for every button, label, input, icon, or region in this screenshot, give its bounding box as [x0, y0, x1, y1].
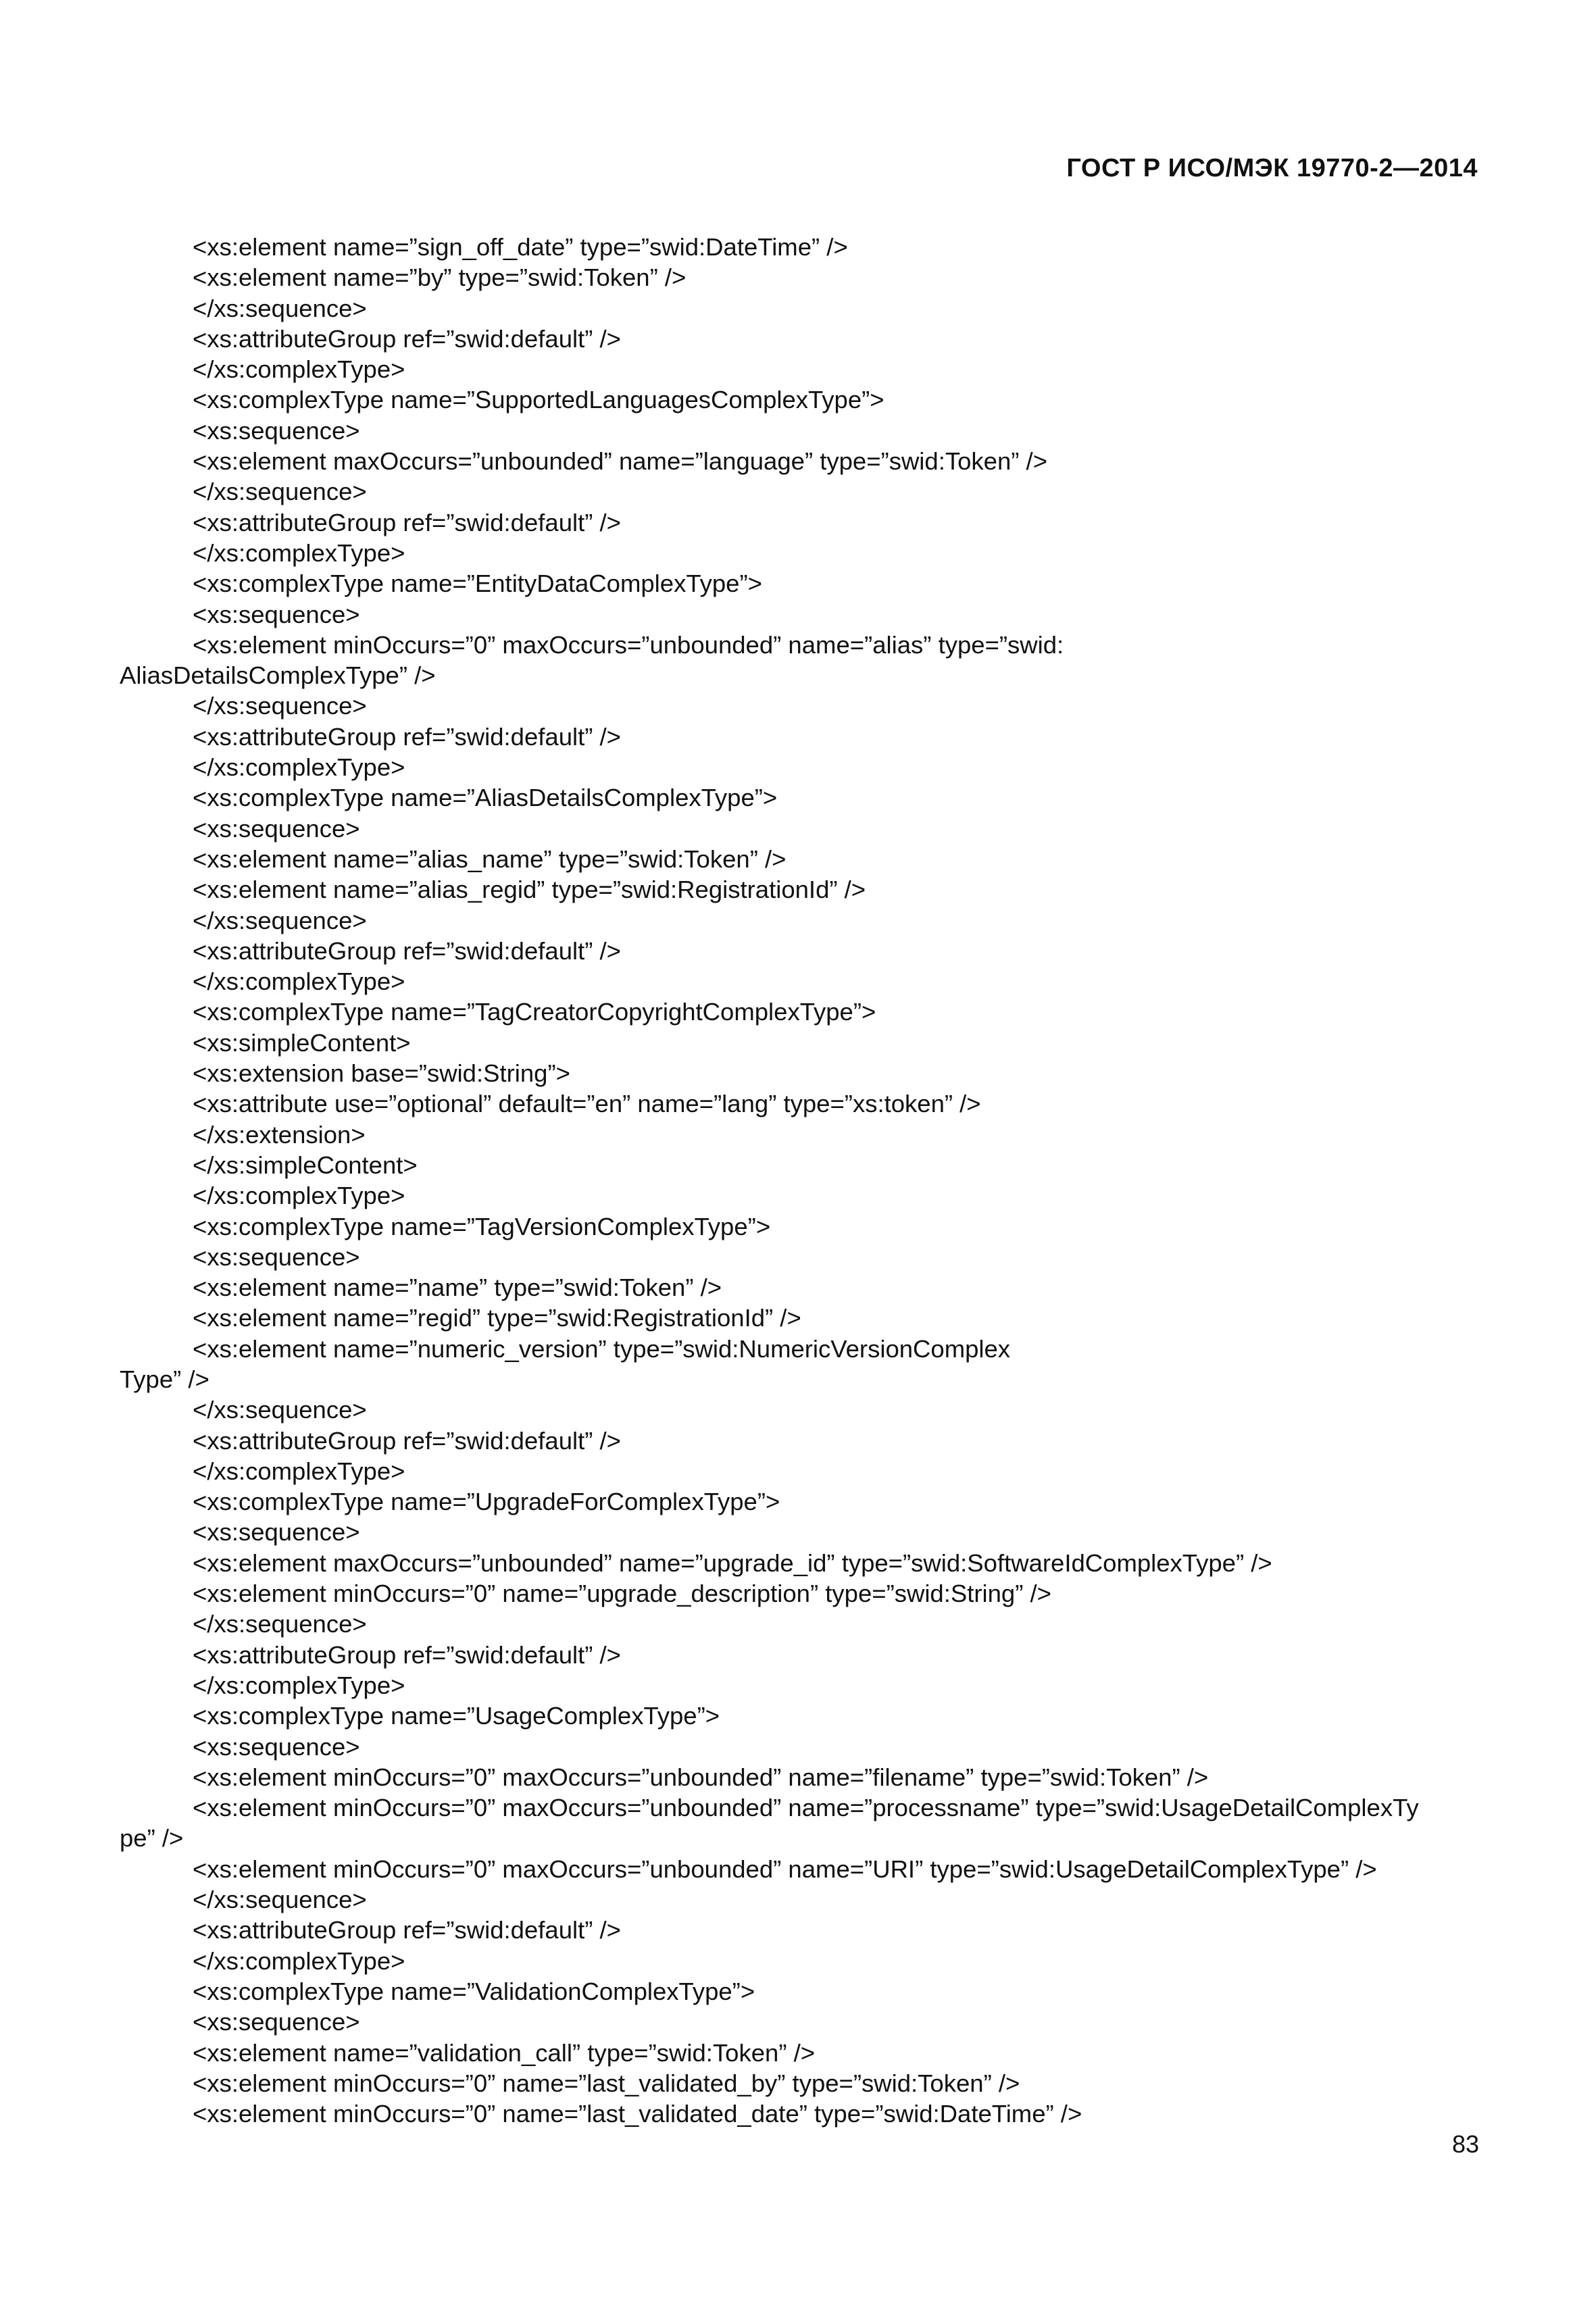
- code-line: </xs:simpleContent>: [193, 1151, 418, 1179]
- code-line: <xs:complexType name=”SupportedLanguagesComplexType”>: [193, 386, 884, 414]
- code-line: </xs:complexType>: [193, 1182, 405, 1210]
- code-line: </xs:complexType>: [193, 753, 405, 782]
- code-line: <xs:complexType name=”UsageComplexType”>: [193, 1702, 720, 1730]
- code-line: <xs:element name=”numeric_version” type=”swid:NumericVersionComplex: [193, 1334, 1011, 1363]
- code-line: <xs:element name=”sign_off_date” type=”swid:DateTime” />: [193, 233, 848, 261]
- code-line: </xs:sequence>: [193, 1886, 367, 1914]
- code-line: <xs:sequence>: [193, 1242, 360, 1271]
- code-line: <xs:complexType name=”UpgradeForComplexType”>: [193, 1488, 780, 1516]
- code-line: <xs:complexType name=”ValidationComplexType”>: [193, 1977, 755, 2005]
- code-line: <xs:element minOccurs=”0” maxOccurs=”unbounded” name=”processname” type=”swid:UsageDetailComplexTy: [193, 1794, 1419, 1822]
- code-line: </xs:complexType>: [193, 967, 405, 996]
- code-line-continuation: AliasDetailsComplexType” />: [120, 661, 436, 690]
- code-line: <xs:element minOccurs=”0” maxOccurs=”unbounded” name=”filename” type=”swid:Token” />: [193, 1763, 1209, 1791]
- code-line: <xs:element name=”regid” type=”swid:RegistrationId” />: [193, 1304, 801, 1332]
- code-line: </xs:sequence>: [193, 692, 367, 720]
- code-line: <xs:complexType name=”TagCreatorCopyrightComplexType”>: [193, 998, 876, 1026]
- code-line: <xs:element maxOccurs=”unbounded” name=”language” type=”swid:Token” />: [193, 447, 1048, 476]
- code-line: <xs:sequence>: [193, 1732, 360, 1761]
- code-line: <xs:element name=”alias_name” type=”swid:Token” />: [193, 845, 787, 873]
- code-line: <xs:attributeGroup ref=”swid:default” />: [193, 324, 621, 353]
- code-line: <xs:attributeGroup ref=”swid:default” />: [193, 1426, 621, 1455]
- code-line: <xs:attribute use=”optional” default=”en” name=”lang” type=”xs:token” />: [193, 1090, 981, 1118]
- code-line: </xs:complexType>: [193, 1671, 405, 1699]
- code-line: <xs:sequence>: [193, 1518, 360, 1546]
- code-line: <xs:sequence>: [193, 2008, 360, 2036]
- code-line: </xs:complexType>: [193, 1946, 405, 1975]
- code-line: <xs:simpleContent>: [193, 1028, 411, 1057]
- code-line: </xs:sequence>: [193, 1610, 367, 1638]
- code-line: </xs:complexType>: [193, 1457, 405, 1485]
- code-line: <xs:element minOccurs=”0” name=”last_validated_date” type=”swid:DateTime” />: [193, 2100, 1082, 2128]
- code-line: <xs:complexType name=”AliasDetailsComplexType”>: [193, 784, 778, 812]
- code-line: <xs:element name=”name” type=”swid:Token” />: [193, 1274, 722, 1302]
- code-line: <xs:element minOccurs=”0” name=”last_validated_by” type=”swid:Token” />: [193, 2069, 1020, 2097]
- code-line: <xs:element minOccurs=”0” maxOccurs=”unbounded” name=”alias” type=”swid:: [193, 630, 1064, 659]
- code-line: <xs:attributeGroup ref=”swid:default” />: [193, 1916, 621, 1944]
- code-line: <xs:sequence>: [193, 600, 360, 628]
- code-line: </xs:complexType>: [193, 355, 405, 384]
- page-number: 83: [1451, 2130, 1479, 2158]
- code-line: <xs:element minOccurs=”0” name=”upgrade_description” type=”swid:String” />: [193, 1580, 1051, 1608]
- code-line: </xs:extension>: [193, 1120, 366, 1149]
- code-line: </xs:sequence>: [193, 478, 367, 506]
- code-line: <xs:attributeGroup ref=”swid:default” />: [193, 1640, 621, 1669]
- code-line: <xs:attributeGroup ref=”swid:default” />: [193, 508, 621, 536]
- code-line: <xs:extension base=”swid:String”>: [193, 1059, 570, 1088]
- code-line: <xs:complexType name=”EntityDataComplexType”>: [193, 570, 762, 598]
- document-header: ГОСТ Р ИСО/МЭК 19770-2—2014: [1066, 154, 1478, 182]
- code-line: <xs:element name=”validation_call” type=”swid:Token” />: [193, 2038, 816, 2067]
- code-line-continuation: pe” />: [120, 1824, 184, 1853]
- code-line: <xs:element name=”alias_regid” type=”swid:RegistrationId” />: [193, 876, 866, 904]
- code-line: <xs:sequence>: [193, 814, 360, 842]
- code-line: </xs:sequence>: [193, 1396, 367, 1424]
- xml-schema-listing: [0, 232, 1596, 2129]
- code-line: <xs:attributeGroup ref=”swid:default” />: [193, 936, 621, 965]
- code-line-continuation: Type” />: [120, 1365, 209, 1393]
- code-line: </xs:sequence>: [193, 294, 367, 322]
- code-line: </xs:sequence>: [193, 906, 367, 934]
- code-line: <xs:complexType name=”TagVersionComplexType”>: [193, 1212, 771, 1240]
- code-line: <xs:element maxOccurs=”unbounded” name=”upgrade_id” type=”swid:SoftwareIdComplexType” />: [193, 1549, 1272, 1577]
- code-line: <xs:element name=”by” type=”swid:Token” />: [193, 263, 687, 292]
- code-line: <xs:attributeGroup ref=”swid:default” />: [193, 722, 621, 751]
- code-line: <xs:element minOccurs=”0” maxOccurs=”unbounded” name=”URI” type=”swid:UsageDetailComplexType” />: [193, 1855, 1377, 1883]
- code-line: <xs:sequence>: [193, 416, 360, 445]
- code-line: </xs:complexType>: [193, 538, 405, 567]
